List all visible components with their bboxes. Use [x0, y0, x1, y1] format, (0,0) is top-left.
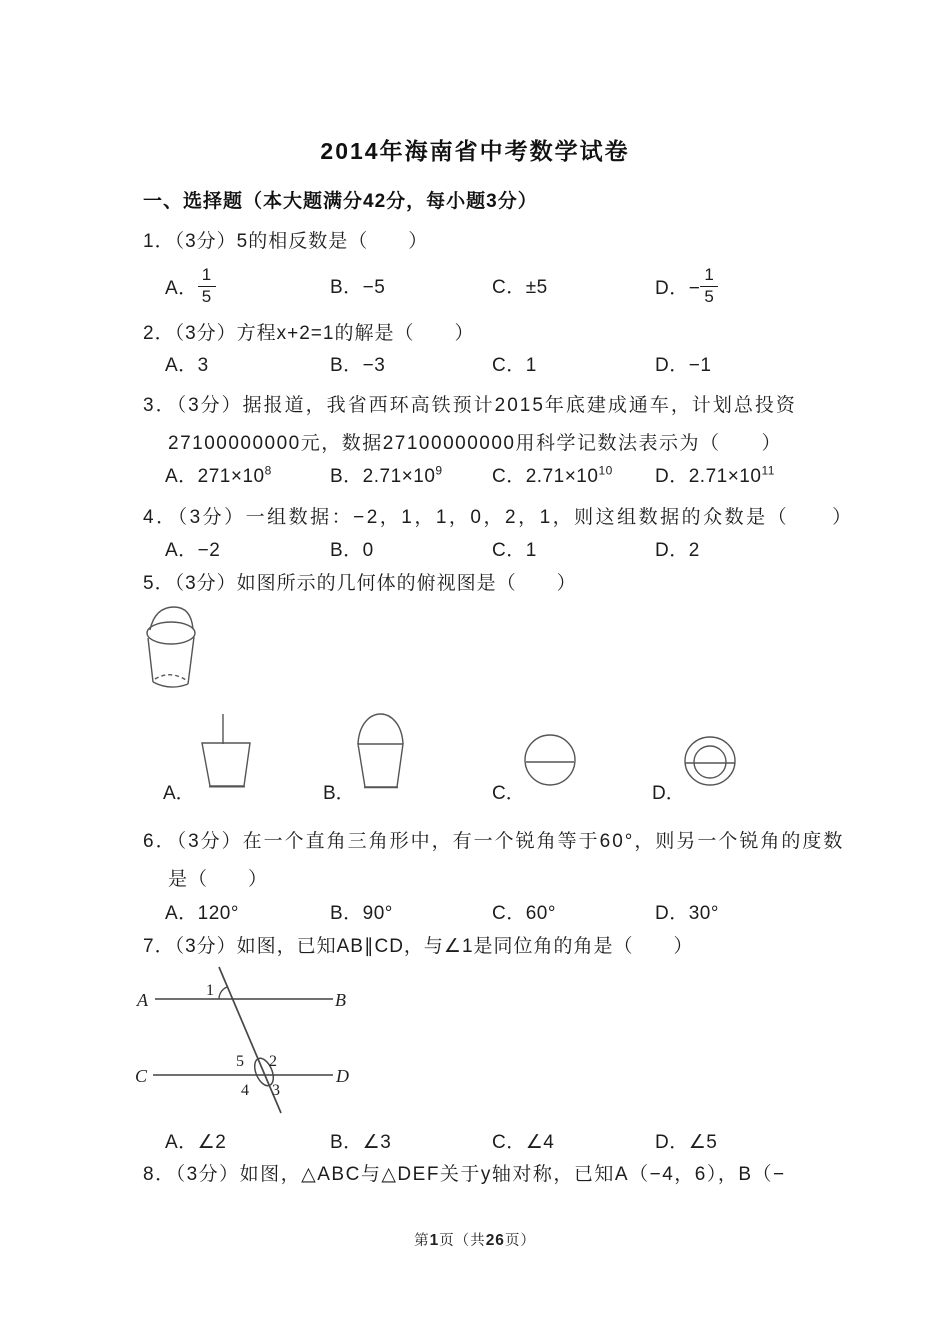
q1-option-d-label: D．−: [655, 278, 701, 300]
footer-pre: 第: [414, 1233, 430, 1249]
q6-option-b: B．90°: [330, 903, 393, 924]
question-5-stem: 5．（3分）如图所示的几何体的俯视图是（ ）: [143, 573, 577, 594]
q6-option-c: C．60°: [492, 903, 556, 924]
question-7-stem: 7．（3分）如图，已知AB∥CD，与∠1是同位角的角是（ ）: [143, 936, 694, 957]
c-circle: [525, 735, 575, 785]
angle-label-3: 3: [272, 1082, 280, 1099]
q1-option-d: [655, 265, 718, 306]
bucket-side-left: [148, 638, 153, 682]
section-heading: 一、选择题（本大题满分42分，每小题3分）: [143, 191, 538, 212]
parallel-lines-figure-svg: [125, 955, 405, 1120]
question-6-stem-line2: 是（ ）: [168, 869, 269, 890]
bucket-handle: [150, 607, 193, 630]
q6-option-d: D．30°: [655, 903, 719, 924]
bucket-rim: [147, 622, 195, 644]
option-d-figure: [685, 737, 735, 785]
question-2-options-row: [0, 350, 950, 380]
q2-option-c: C．1: [492, 355, 537, 376]
bucket-bottom-back-dashed: [155, 675, 186, 680]
question-6-stem-line1: 6．（3分）在一个直角三角形中，有一个锐角等于60°，则另一个锐角的度数: [143, 831, 845, 852]
question-8-stem: 8．（3分）如图，△ABC与△DEF关于y轴对称，已知A（−4，6），B（−: [143, 1164, 786, 1185]
q3-option-a: [165, 461, 272, 488]
fraction-negative-one-fifth: [700, 266, 718, 306]
question-1-stem: 1．（3分）5的相反数是（ ）: [143, 231, 429, 252]
q3-option-b-exponent: 9: [435, 463, 443, 478]
a-trapezoid: [202, 743, 250, 786]
footer-page-indicator: [0, 1229, 950, 1250]
angle-label-4: 4: [241, 1082, 249, 1099]
angle-1-arc: [219, 987, 227, 999]
footer-total-pages: 26: [485, 1232, 505, 1249]
bucket-figure-svg: [133, 593, 218, 701]
b-trapezoid: [358, 744, 403, 787]
q1-option-a-label: A．: [165, 278, 198, 300]
q4-option-a: A．−2: [165, 540, 221, 561]
option-c-figure: [525, 735, 575, 785]
q7-option-c: C．∠4: [492, 1132, 555, 1153]
question-2-stem: 2．（3分）方程x+2=1的解是（ ）: [143, 323, 475, 344]
figure-option-c-label: C．: [492, 783, 525, 804]
fraction-one-fifth: [198, 266, 216, 306]
q7-option-b: B．∠3: [330, 1132, 392, 1153]
top-view-options-figure-svg: [0, 700, 950, 810]
q3-option-c-exponent: 10: [598, 463, 613, 478]
q6-option-a: A．120°: [165, 903, 239, 924]
question-4-options-row: [0, 535, 950, 565]
fraction-numerator: 1: [198, 266, 216, 287]
question-3-stem-line2: 27100000000元，数据27100000000用科学记数法表示为（ ）: [168, 433, 782, 454]
d-inner-circle: [694, 746, 726, 778]
q4-option-d: D．2: [655, 540, 700, 561]
q3-option-d-base: D．2.71×10: [655, 466, 762, 487]
option-b-figure: [358, 714, 403, 788]
question-4-stem: 4．（3分）一组数据：−2，1，1，0，2，1，则这组数据的众数是（ ）: [143, 507, 854, 528]
figure-option-b-label: B．: [323, 783, 355, 804]
q2-option-b: B．−3: [330, 355, 386, 376]
fraction-denominator: 5: [201, 286, 212, 306]
bucket-bottom-front: [153, 682, 188, 687]
footer-page-number: 1: [429, 1232, 440, 1249]
angle-label-1: 1: [206, 982, 214, 999]
q3-option-b-base: B．2.71×10: [330, 466, 436, 487]
q3-option-c: [492, 461, 613, 488]
question-3-options-row: [0, 461, 950, 491]
question-3-stem-line1: 3．（3分）据报道，我省西环高铁预计2015年底建成通车，计划总投资: [143, 395, 797, 416]
q3-option-d-exponent: 11: [761, 463, 775, 478]
q4-option-b: B．0: [330, 540, 374, 561]
fraction-denominator: 5: [704, 286, 715, 306]
q3-option-d: [655, 461, 775, 488]
q3-option-c-base: C．2.71×10: [492, 466, 599, 487]
angle-label-5: 5: [236, 1053, 244, 1070]
question-1-options-row: [0, 265, 950, 306]
q7-option-d: D．∠5: [655, 1132, 718, 1153]
q1-option-c: C．±5: [492, 277, 548, 298]
point-label-C: C: [135, 1066, 148, 1086]
q1-option-a: [165, 265, 216, 306]
figure-option-a-label: A．: [163, 783, 195, 804]
q3-option-a-base: A．271×10: [165, 466, 265, 487]
point-label-D: D: [336, 1066, 349, 1086]
figure-option-d-label: D．: [652, 783, 685, 804]
q2-option-a: A．3: [165, 355, 209, 376]
footer-post: 页）: [504, 1233, 536, 1249]
point-label-A: A: [137, 990, 148, 1010]
q1-option-b: B．−5: [330, 277, 386, 298]
question-7-options-row: [0, 1127, 950, 1157]
page-title: 2014年海南省中考数学试卷: [320, 138, 630, 164]
option-a-figure: [202, 714, 250, 787]
q2-option-d: D．−1: [655, 355, 712, 376]
q3-option-a-exponent: 8: [264, 463, 272, 478]
q4-option-c: C．1: [492, 540, 537, 561]
question-6-options-row: [0, 898, 950, 928]
q3-option-b: [330, 461, 443, 488]
b-dome-arc: [358, 714, 403, 744]
fraction-numerator: 1: [700, 266, 718, 287]
bucket-side-right: [188, 637, 194, 684]
q7-option-a: A．∠2: [165, 1132, 227, 1153]
footer-mid: 页（共: [439, 1233, 486, 1249]
point-label-B: B: [335, 990, 346, 1010]
angle-label-2: 2: [269, 1053, 277, 1070]
